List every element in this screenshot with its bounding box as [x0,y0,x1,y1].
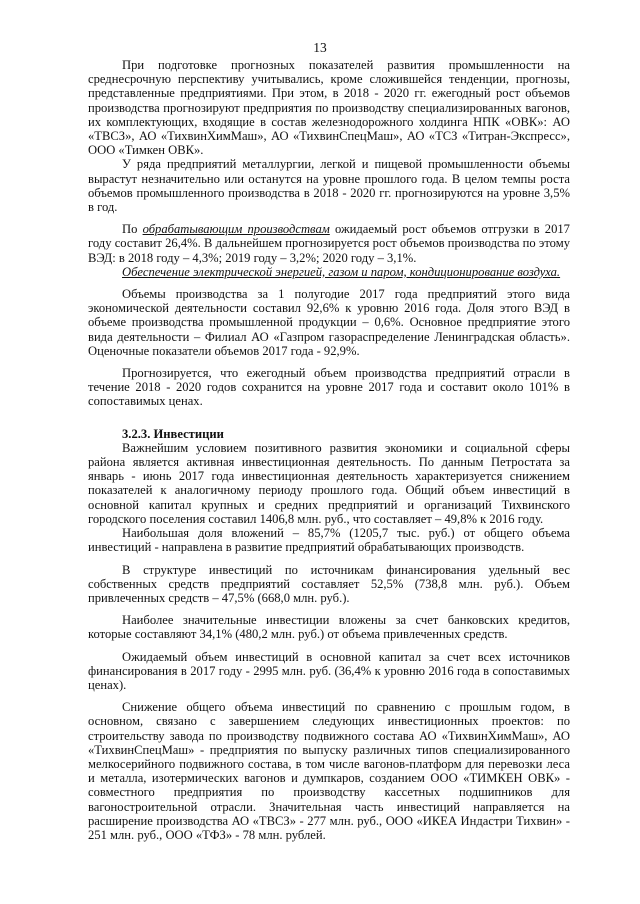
paragraph-energy-heading [88,265,570,279]
paragraph-expected-investment: Ожидаемый объем инвестиций в основной капитал за счет всех источников финансирования в 2017 году - 2995 млн. руб. (36,4% к уровню 2016 года в сопоставимых ценах). [88,649,570,692]
document-body [88,58,570,842]
manufacturing-underlined-term: обрабатывающим производствам [142,222,330,237]
paragraph-investment-share: Наибольшая доля вложений – 85,7% (1205,7 тыс. руб.) от общего объема инвестиций - направлена в развитие предприятий обрабатывающих производств. [88,526,570,555]
energy-underlined-term: Обеспечение электрической энергией, газом и паром, кондиционирование воздуха. [122,264,561,279]
paragraph-industry-forecast: При подготовке прогнозных показателей развития промышленности на среднесрочную перспективу учитывались, кроме сложившейся тенденции, прогнозы, представленные предприятиями. При этом, в 2018 - 2020 гг. ежегодный рост объемов производства прогнозируют предприятия по производству специализированных вагонов, их комплектующих, входящие в состав железнодорожного холдинга НПК «ОВК»: АО «ТВСЗ», АО «ТихвинХимМаш», АО «ТихвинСпецМаш», АО «ТСЗ «Титран-Экспресс», ООО «Тимкен ОВК». [88,58,570,158]
paragraph-bank-credits: Наиболее значительные инвестиции вложены за счет банковских кредитов, которые составляют 34,1% (480,2 млн. руб.) от объема привлеченных средств. [88,613,570,642]
paragraph-energy-volumes: Объемы производства за 1 полугодие 2017 года предприятий этого вида экономической деятельности составил 92,6% к уровню 2016 года. Доля этого ВЭД в объеме производства промышленной продукции – 0,6%. Основное предприятие этого вида деятельности – Филиал АО «Газпром газораспределение Ленинградская область». Оценочные показатели объемов 2017 года - 92,9%. [88,287,570,358]
paragraph-investment-decline: Снижение общего объема инвестиций по сравнению с прошлым годом, в основном, связано с завершением следующих инвестиционных проектов: по строительству завода по производству подвижного состава АО «ТихвинХимМаш», АО «ТихвинСпецМаш» - предприятия по выпуску различных типов специализированного мелкосерийного подвижного состава, в том числе вагонов-платформ для перевозки леса и металла, изотермических вагонов и думпкаров, созданием ООО «ТИМКЕН ОВК» - совместного предприятия по производству кассетных подшипников для вагоностроительной отрасли. Значительная часть инвестиций направляется на расширение производства АО «ТВСЗ» - 277 млн. руб., ООО «ИКЕА Индастри Тихвин» - 251 млн. руб., ООО «ТФЗ» - 78 млн. рублей. [88,700,570,842]
paragraph-energy-forecast: Прогнозируется, что ежегодный объем производства предприятий отрасли в течение 2018 - 2020 годов сохранится на уровне 2017 года и составит около 101% в сопоставимых ценах. [88,366,570,409]
paragraph-investment-sources: В структуре инвестиций по источникам финансирования удельный вес собственных средств предприятий составляет 52,5% (738,8 млн. руб.). Объем привлеченных средств – 47,5% (668,0 млн. руб.). [88,562,570,605]
paragraph-investment-activity: Важнейшим условием позитивного развития экономики и социальной сферы района является активная инвестиционная деятельность. По данным Петростата за январь - июнь 2017 года инвестиционная деятельность характеризуется снижением показателей к аналогичному периоду прошлого года. Общий объем инвестиций в основной капитал крупных и средних предприятий и организаций Тихвинского городского поселения составил 1406,8 млн. руб., что составляет – 49,8% к 2016 году. [88,440,570,526]
page-number: 13 [313,40,327,55]
paragraph-growth-rates: У ряда предприятий металлургии, легкой и пищевой промышленности объемы вырастут незначительно или останутся на уровне прошлого года. В целом темпы роста объемов промышленного производства в 2018 - 2020 гг. прогнозируются на уровне 3,5% в год. [88,157,570,215]
paragraph-manufacturing-lead: По [122,222,143,237]
paragraph-manufacturing [88,222,570,265]
section-heading-investments: 3.2.3. Инвестиции [122,426,224,441]
paragraph-manufacturing-text: ожидаемый рост объемов отгрузки в 2017 году составит 26,4%. В дальнейшем прогнозируется рост объемов производства по этому ВЭД: в 2018 году – 4,3%; 2019 году – 3,2%; 2020 году – 3,1%. [88,222,570,265]
